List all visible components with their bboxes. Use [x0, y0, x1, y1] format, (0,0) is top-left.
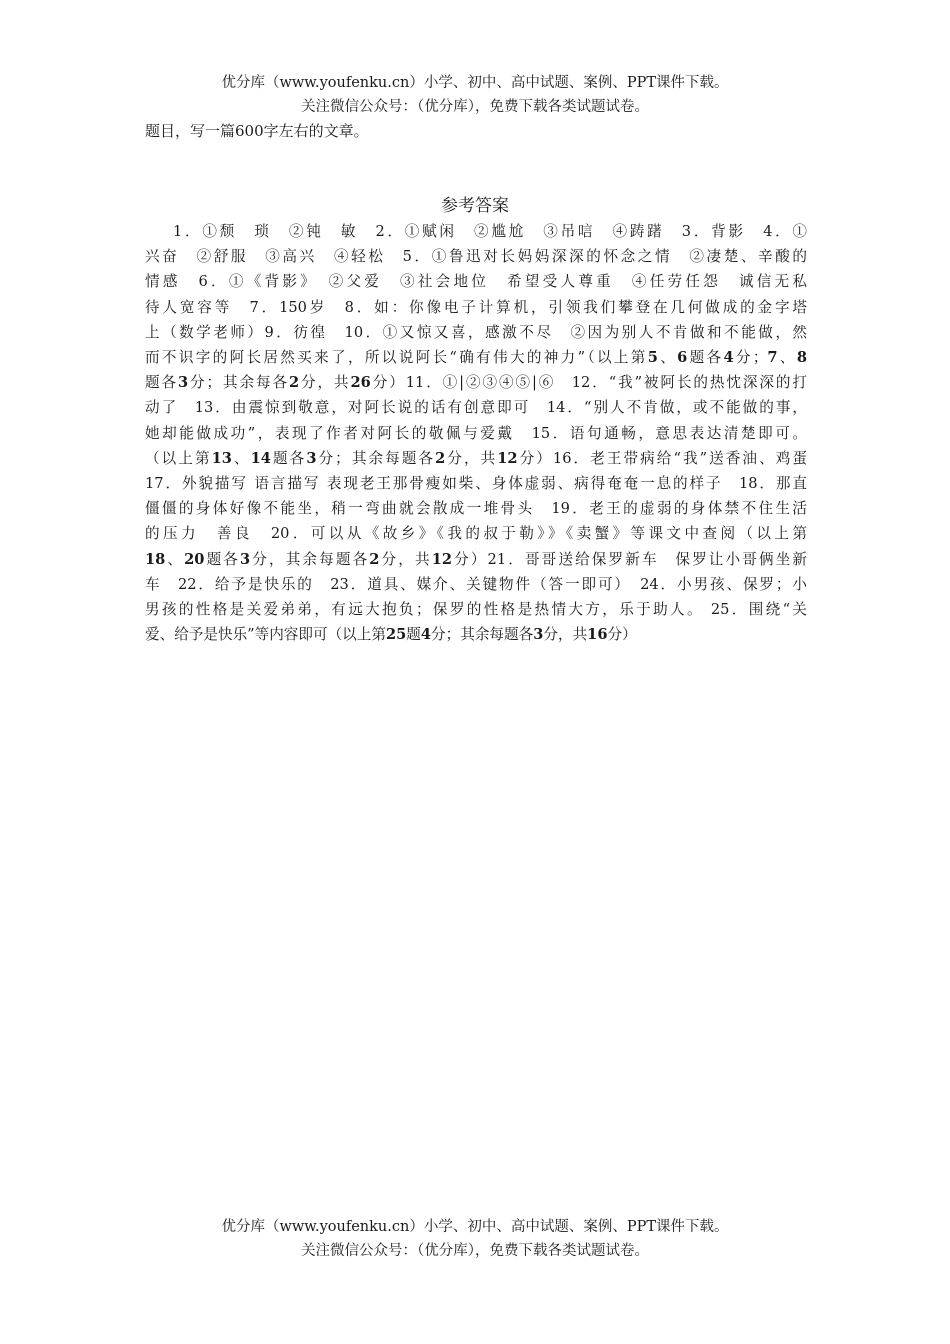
- header-wechat-line: 关注微信公众号：（优分库），免费下载各类试题试卷。: [301, 99, 649, 115]
- bold-score-number: 3: [533, 626, 544, 644]
- bold-score-number: 3: [306, 449, 317, 467]
- footer-site-line: 优分库（www.youfenku.cn）小学、初中、高中试题、案例、PPT课件下载。: [221, 1219, 729, 1235]
- bold-score-number: 3: [177, 374, 189, 392]
- essay-prompt-tail: 题目，写一篇600字左右的文章。: [145, 122, 369, 140]
- answer-line: 待人宽容等 7．150岁 8．如：你像电子计算机，引领我们攀登在几何做成的金字塔: [145, 298, 807, 316]
- bold-score-number: 2: [435, 449, 446, 467]
- answer-line: （以上第13、14题各3分；其余每题各2分，共12分）16．老王带病给“我”送香油、鸡蛋: [145, 449, 807, 467]
- bold-score-number: 6: [677, 349, 688, 367]
- bold-score-number: 26: [350, 374, 371, 392]
- page-footer: [0, 1215, 950, 1263]
- bold-score-number: 16: [587, 626, 608, 644]
- bold-score-number: 25: [385, 626, 407, 644]
- footer-wechat-line: 关注微信公众号：（优分库），免费下载各类试题试卷。: [301, 1243, 649, 1259]
- answer-line: 男孩的性格是关爱弟弟，有远大抱负；保罗的性格是热情大方，乐于助人。 25．围绕“关: [145, 601, 807, 619]
- bold-score-number: 20: [184, 550, 205, 568]
- answer-line: 而不识字的阿长居然买来了，所以说阿长“确有伟大的神力”（以上第5、6题各4分；7、8: [145, 349, 807, 367]
- answer-line: 17．外貌描写 语言描写 表现老王那骨瘦如柴、身体虚弱、病得奄奄一息的样子 18．那直: [145, 475, 807, 493]
- bold-score-number: 4: [420, 626, 432, 644]
- answer-line: 的压力 善良 20．可以从《故乡》《我的叔于勒》》《卖蟹》等课文中查阅（以上第: [145, 525, 807, 543]
- header-site-line: 优分库（www.youfenku.cn）小学、初中、高中试题、案例、PPT课件下载。: [221, 75, 729, 91]
- bold-score-number: 5: [647, 349, 658, 367]
- bold-score-number: 3: [240, 550, 251, 568]
- answers-body: [145, 219, 807, 647]
- bold-score-number: 2: [369, 550, 380, 568]
- bold-score-number: 14: [250, 449, 271, 467]
- answer-line: 题各3分；其余每各2分，共26分）11．①|②③④⑤|⑥ 12．“我”被阿长的热忱深深的打: [145, 374, 807, 392]
- answers-title: 参考答案: [441, 196, 509, 216]
- bold-score-number: 8: [796, 349, 807, 367]
- answer-line: 上（数学老师）9．彷徨 10．①又惊又喜，感激不尽 ②因为别人不肯做和不能做，然: [145, 323, 807, 341]
- answer-line: 18、20题各3分，其余每题各2分，共12分）21．哥哥送给保罗新车 保罗让小哥俩坐新: [145, 550, 807, 568]
- bold-score-number: 13: [211, 449, 232, 467]
- answer-line: 动了 13．由震惊到敬意，对阿长说的话有创意即可 14．“别人不肯做，或不能做的事，: [145, 399, 807, 417]
- bold-score-number: 18: [145, 550, 166, 568]
- answer-line: 情感 6．①《背影》 ②父爱 ③社会地位 希望受人尊重 ④任劳任怨 诚信无私: [145, 273, 807, 291]
- bold-score-number: 12: [497, 449, 518, 467]
- answer-line: 1．①颓 琐 ②钝 敏 2．①赋闲 ②尴尬 ③吊唁 ④踌躇 3．背影 4．①: [173, 223, 807, 240]
- bold-score-number: 4: [723, 349, 734, 367]
- page-header: [0, 71, 950, 119]
- bold-score-number: 7: [767, 349, 778, 367]
- bold-score-number: 2: [289, 374, 300, 392]
- answer-line: 车 22．给予是快乐的 23．道具、媒介、关键物件（答一即可） 24．小男孩、保罗；小: [145, 575, 807, 593]
- answer-line: 兴奋 ②舒服 ③高兴 ④轻松 5．①鲁迅对长妈妈深深的怀念之情 ②凄楚、辛酸的: [145, 248, 807, 266]
- answer-line: 僵僵的身体好像不能坐，稍一弯曲就会散成一堆骨头 19．老王的虚弱的身体禁不住生活: [145, 500, 807, 518]
- answer-line: 爱、给予是快乐”等内容即可（以上第25题4分；其余每题各3分，共16分）: [145, 626, 637, 644]
- bold-score-number: 12: [431, 550, 453, 568]
- answer-line: 她却能做成功”，表现了作者对阿长的敬佩与爱戴 15．语句通畅，意思表达清楚即可。: [145, 424, 807, 442]
